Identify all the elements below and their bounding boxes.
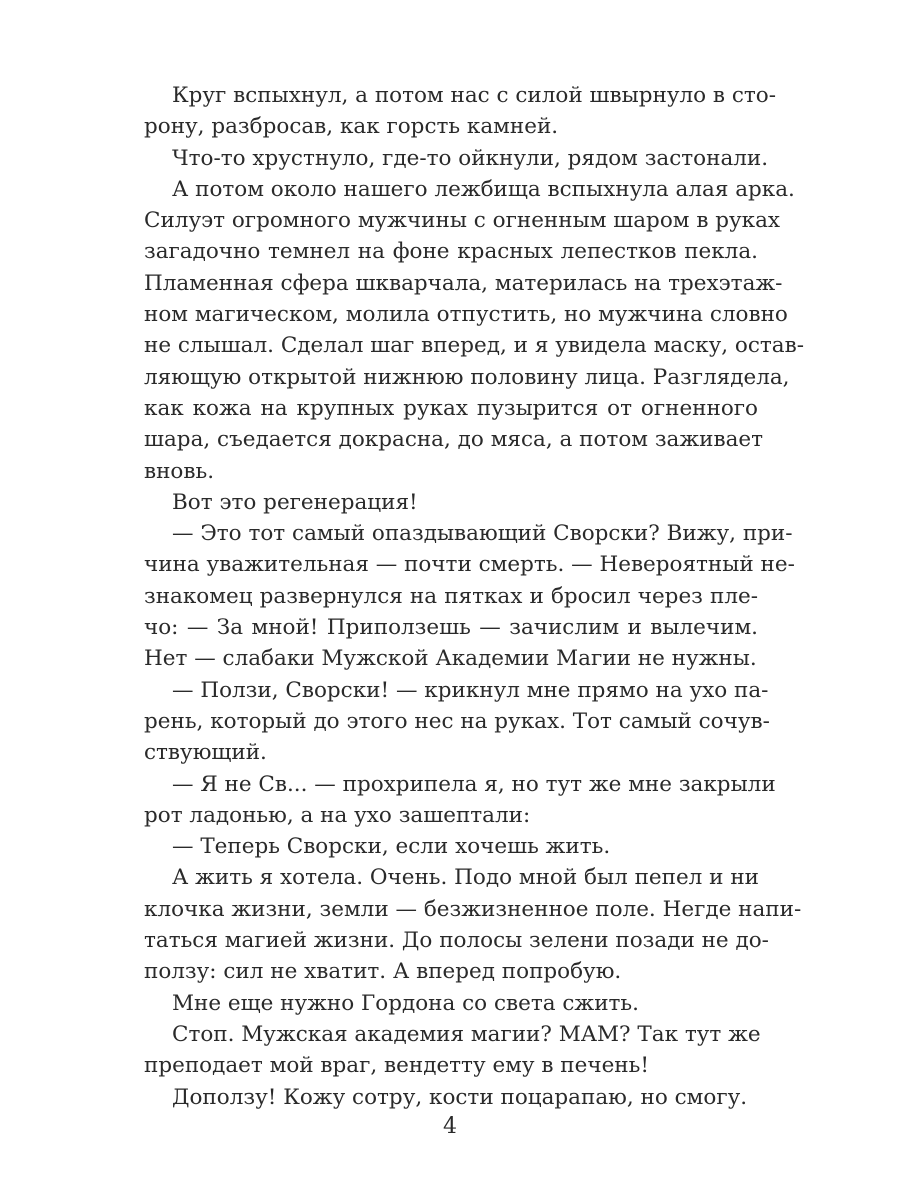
text-line: не слышал. Сделал шаг вперед, и я увидела маску, остав- (144, 333, 804, 359)
text-line: А жить я хотела. Очень. Подо мной был пепел и ни (172, 865, 759, 891)
text-line: Вот это регенерация! (172, 489, 418, 515)
text-line: — Это тот самый опаздывающий Сворски? Вижу, при- (172, 521, 793, 547)
text-line: чина уважительная — почти смерть. — Невероятный не- (144, 552, 795, 578)
text-line: Силуэт огромного мужчины с огненным шаром в руках (144, 208, 781, 234)
text-line: — Ползи, Сворски! — крикнул мне прямо на ухо па- (172, 677, 769, 703)
text-line: ном магическом, молила отпустить, но мужчина словно (144, 302, 788, 328)
text-line: рот ладонью, а на ухо зашептали: (144, 802, 531, 828)
text-line: таться магией жизни. До полосы зелени позади не до- (144, 928, 769, 954)
text-line: вновь. (144, 458, 215, 484)
text-line: шара, съедается докрасна, до мяса, а потом заживает (144, 427, 764, 453)
text-line: клочка жизни, земли — безжизненное поле. Негде напи- (144, 896, 802, 922)
text-line: ползу: сил не хватит. А вперед попробую. (144, 959, 622, 985)
text-line: — Я не Св... — прохрипела я, но тут же мне закрыли (172, 771, 776, 797)
text-line: чо: — За мной! Приползешь — зачислим и вылечим. (144, 615, 758, 641)
text-line: загадочно темнел на фоне красных лепестков пекла. (144, 239, 758, 265)
text-line: Круг вспыхнул, а потом нас с силой швырнуло в сто- (172, 83, 776, 108)
text-line: рень, который до этого нес на руках. Тот самый сочув- (144, 708, 770, 734)
text-line: ствующий. (144, 740, 267, 766)
text-line: преподает мой враг, вендетту ему в печень! (144, 1053, 649, 1079)
text-line: Нет — слабаки Мужской Академии Магии не нужны. (144, 646, 757, 672)
text-line: Стоп. Мужская академия магии? МАМ? Так тут же (172, 1021, 761, 1047)
text-line: Доползу! Кожу сотру, кости поцарапаю, но смогу. (172, 1084, 748, 1110)
text-line: — Теперь Сворски, если хочешь жить. (172, 834, 611, 860)
text-line: рону, разбросав, как горсть камней. (144, 114, 559, 140)
text-line: знакомец развернулся на пятках и бросил через пле- (144, 583, 758, 609)
text-line: Что-то хрустнуло, где-то ойкнули, рядом застонали. (172, 145, 769, 171)
text-line: Пламенная сфера шкварчала, материлась на трехэтаж- (144, 270, 783, 296)
text-line: ляющую открытой нижнюю половину лица. Разглядела, (144, 364, 790, 390)
text-line: А потом около нашего лежбища вспыхнула алая арка. (172, 176, 795, 202)
body-text (144, 80, 804, 1113)
text-line: Мне еще нужно Гордона со света сжить. (172, 990, 639, 1016)
page-number: 4 (443, 1114, 457, 1139)
text-line: как кожа на крупных руках пузырится от огненного (144, 395, 758, 421)
